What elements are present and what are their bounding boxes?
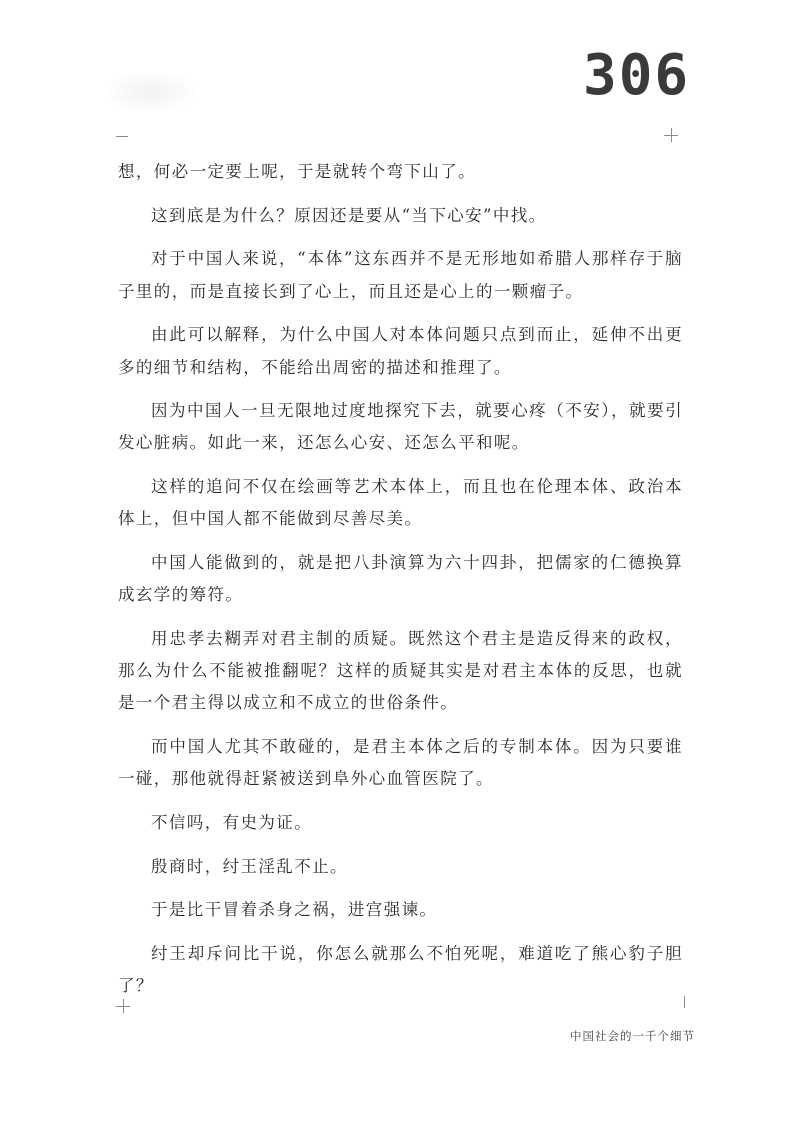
paragraph: 想，何必一定要上呢，于是就转个弯下山了。 [118,162,476,181]
paragraph: 于是比干冒着杀身之祸，进宫强谏。 [151,900,438,920]
page-number: 306 [583,43,691,108]
crop-mark-bottom-right [684,996,685,1008]
paragraph: 这样的追问不仅在绘画等艺术本体上，而且也在伦理本体、政治本体上，但中国人都不能做到尽善尽美。 [118,477,683,529]
paragraph: 对于中国人来说，“本体”这东西并不是无形地如希腊人那样存于脑子里的，而是直接长到了心上，而且还是心上的一颗瘤子。 [118,249,683,301]
running-footer: 中国社会的一千个细节 [570,1029,695,1043]
paragraph: 纣王却斥问比干说，你怎么就那么不怕死呢，难道吃了熊心豹子胆了？ [118,944,683,996]
crop-mark-top-left [116,136,128,137]
body-text [118,156,683,1014]
paragraph: 由此可以解释，为什么中国人对本体问题只点到而止，延伸不出更多的细节和结构，不能给出周密的描述和推理了。 [118,325,683,377]
paragraph: 因为中国人一旦无限地过度地探究下去，就要心疼（不安），就要引发心脏病。如此一来，还怎么心安、还怎么平和呢。 [118,401,683,453]
paragraph: 不信吗，有史为证。 [151,812,313,832]
scan-smudge [106,72,196,112]
paragraph: 而中国人尤其不敢碰的，是君主本体之后的专制本体。因为只要谁一碰，那他就得赶紧被送到阜外心血管医院了。 [118,737,683,789]
paragraph: 中国人能做到的，就是把八卦演算为六十四卦，把儒家的仁德换算成玄学的筹符。 [118,553,683,605]
crop-mark-top-right-v [671,128,672,142]
paragraph: 用忠孝去糊弄对君主制的质疑。既然这个君主是造反得来的政权，那么为什么不能被推翻呢？这样的质疑其实是对君主本体的反思，也就是一个君主得以成立和不成立的世俗条件。 [118,628,683,713]
paragraph: 这到底是为什么？原因还是要从“当下心安”中找。 [151,205,547,225]
paragraph: 殷商时，纣王淫乱不止。 [151,856,348,876]
